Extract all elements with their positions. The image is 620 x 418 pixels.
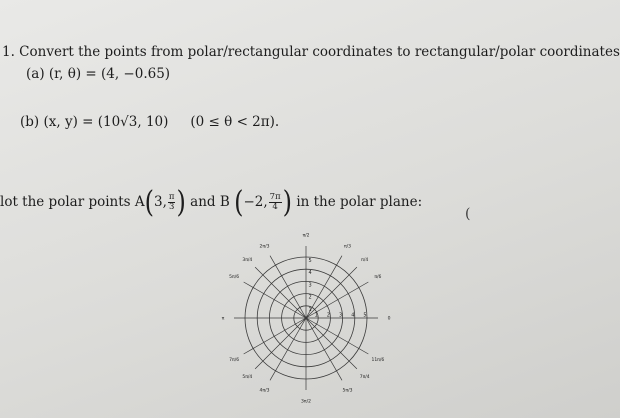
radius-label-y: 1 (308, 306, 312, 313)
angle-label: 3π/2 (301, 399, 311, 405)
edge-paren: ( (465, 206, 471, 222)
problem-2-tail: in the polar plane: (296, 194, 423, 210)
radius-label-x: 3 (339, 312, 343, 319)
angle-label: 5π/6 (229, 275, 240, 280)
point-b-angle-numerator: 7π (269, 191, 281, 202)
polar-rays (234, 246, 378, 390)
radius-label-y: 4 (308, 270, 312, 277)
angle-label: π/3 (343, 244, 352, 250)
point-a-angle-numerator: π (168, 191, 175, 202)
point-b-close-paren: ) (282, 184, 293, 220)
radius-label-x: 2 (326, 312, 330, 319)
problem-1-number: 1 (2, 44, 11, 60)
angle-label: 2π/3 (259, 244, 270, 250)
point-b-angle-denominator: 4 (272, 201, 278, 212)
radius-label-x: 4 (351, 312, 355, 319)
angle-label: 7π/4 (359, 375, 370, 381)
angle-label: 0 (387, 316, 391, 322)
point-a-open-paren: ( (144, 184, 154, 220)
part-a-expression: (r, θ) = (4, −0.65) (48, 66, 171, 82)
angle-label: 3π/4 (242, 257, 253, 263)
radius-label-y: 5 (308, 258, 312, 264)
part-b-expression: (x, y) = (10√3, 10) (43, 114, 169, 130)
angle-label: π/6 (374, 275, 382, 280)
radius-label-x: 5 (363, 312, 367, 319)
radius-label-x: 1 (314, 312, 318, 319)
angle-label: 4π/3 (259, 388, 270, 394)
part-a-label: (a) (26, 66, 45, 82)
radius-label-y: 2 (308, 294, 312, 301)
angle-label: 11π/6 (371, 358, 385, 363)
problem-2-lead: lot the polar points A (0, 194, 145, 210)
part-b-label: (b) (20, 114, 40, 130)
problem-1-text: . Convert the points from polar/rectangular coordinates to rectangular/polar coordinates (10, 44, 620, 60)
angle-label: 7π/6 (229, 358, 240, 363)
point-a-close-paren: ) (176, 184, 186, 220)
point-a-angle-denominator: 3 (168, 201, 175, 212)
angle-label: π/2 (302, 233, 310, 239)
angle-label: 5π/4 (242, 375, 253, 381)
point-b-open-paren: ( (234, 184, 244, 220)
radius-label-y: 3 (308, 282, 312, 289)
angle-label: π/4 (361, 257, 369, 263)
point-a-radius: 3, (154, 194, 167, 210)
point-b-radius: −2, (243, 194, 268, 210)
problem-2-and: and B (190, 194, 230, 210)
angle-label: π (221, 316, 225, 322)
angle-label: 5π/3 (342, 388, 353, 394)
part-b-condition: (0 ≤ θ < 2π). (190, 114, 280, 130)
